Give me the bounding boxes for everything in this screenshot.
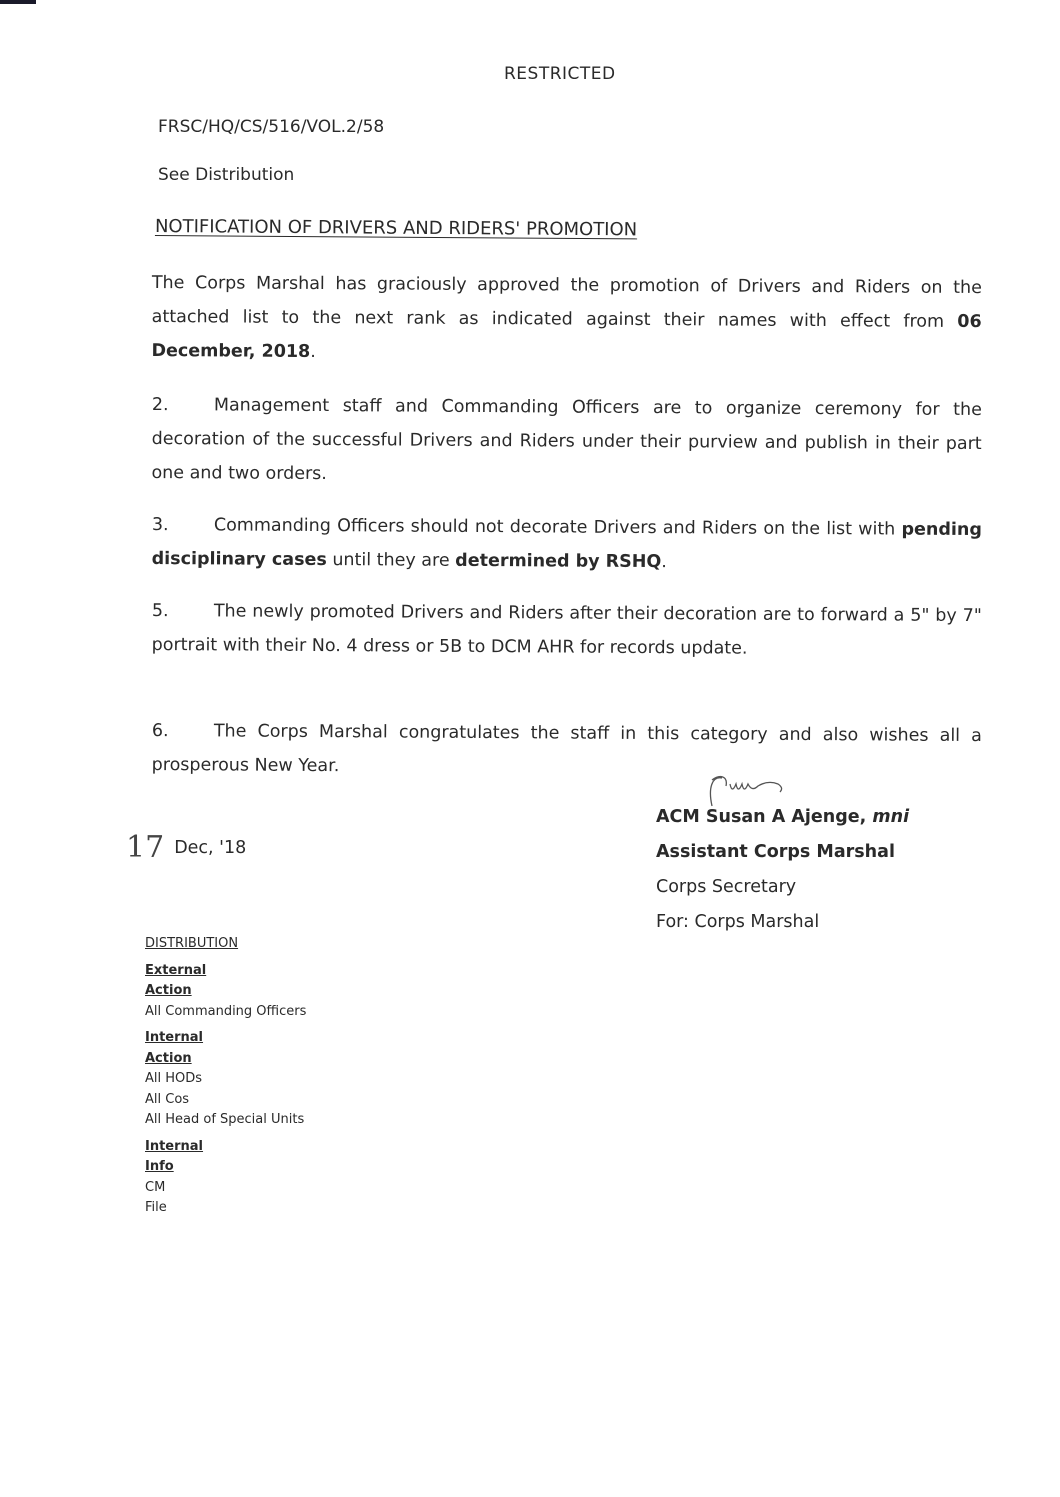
paragraph-3-text-a: Commanding Officers should not decorate Drivers and Riders on the list with bbox=[213, 515, 902, 540]
paragraph-5 bbox=[152, 594, 982, 667]
list-item: All HODs bbox=[145, 1071, 203, 1086]
distribution-group-external-action bbox=[145, 961, 306, 1023]
paragraph-6-text: The Corps Marshal congratulates the staff in this category and also wishes all a prosperous New Year. bbox=[151, 721, 982, 777]
group-label: Internal bbox=[145, 1030, 204, 1045]
scan-edge-mark bbox=[0, 0, 36, 4]
reference-number: FRSC/HQ/CS/516/VOL.2/58 bbox=[158, 117, 385, 137]
addressee: See Distribution bbox=[158, 165, 295, 185]
classification-label: RESTRICTED bbox=[504, 64, 616, 84]
signatory-name-line bbox=[656, 800, 909, 835]
distribution-group-internal-action bbox=[145, 1028, 306, 1131]
paragraph-5-number: 5. bbox=[151, 600, 169, 622]
distribution-heading: DISTRIBUTION bbox=[145, 936, 239, 951]
signatory-position: Corps Secretary bbox=[656, 877, 797, 897]
paragraph-1-end: . bbox=[310, 341, 316, 363]
list-item: CM bbox=[145, 1179, 166, 1195]
signatory-suffix: mni bbox=[872, 807, 910, 827]
paragraph-2 bbox=[151, 388, 982, 495]
paragraph-6 bbox=[152, 714, 982, 787]
group-sublabel: Info bbox=[145, 1159, 174, 1174]
paragraph-2-number: 2. bbox=[151, 394, 169, 416]
effective-date: 06 December, 2018 bbox=[151, 311, 982, 362]
signatory-name: ACM Susan A Ajenge, bbox=[656, 807, 873, 827]
signature-block bbox=[656, 800, 909, 940]
list-item: File bbox=[145, 1200, 167, 1215]
document-title: NOTIFICATION OF DRIVERS AND RIDERS' PROMOTION bbox=[154, 216, 638, 241]
distribution-list bbox=[145, 934, 306, 1225]
handwritten-day: 17 bbox=[126, 830, 165, 865]
paragraph-3-end: . bbox=[661, 552, 667, 573]
group-sublabel: Action bbox=[145, 1050, 192, 1066]
list-item: All Cos bbox=[145, 1091, 190, 1107]
paragraph-2-text: Management staff and Commanding Officers are to organize ceremony for the decoration of the successful Drivers and Riders under their purview and publish in their part one and two orders. bbox=[151, 395, 982, 485]
paragraph-5-text: The newly promoted Drivers and Riders after their decoration are to forward a 5" by 7" portrait with their No. 4 dress or 5B to DCM AHR for records update. bbox=[151, 601, 982, 659]
signatory-rank: Assistant Corps Marshal bbox=[656, 842, 895, 862]
paragraph-1 bbox=[151, 266, 982, 373]
signatory-for: For: Corps Marshal bbox=[656, 912, 820, 932]
date-line bbox=[126, 830, 246, 865]
group-label: Internal bbox=[145, 1138, 204, 1154]
list-item: All Commanding Officers bbox=[145, 1003, 307, 1019]
paragraph-3 bbox=[152, 508, 982, 581]
paragraph-1-text: The Corps Marshal has graciously approved the promotion of Drivers and Riders on the attached list to the next rank as indicated against their names with effect from bbox=[151, 272, 982, 332]
paragraph-3-bold-a: pending disciplinary cases bbox=[151, 519, 982, 571]
group-sublabel: Action bbox=[145, 983, 192, 998]
paragraph-3-bold-b: determined by RSHQ bbox=[455, 550, 662, 573]
paragraph-3-number: 3. bbox=[151, 514, 169, 536]
month-year: Dec, '18 bbox=[174, 838, 247, 858]
list-item: All Head of Special Units bbox=[145, 1112, 305, 1127]
distribution-group-internal-info bbox=[145, 1137, 306, 1219]
group-label: External bbox=[145, 962, 207, 978]
paragraph-6-number: 6. bbox=[151, 720, 169, 742]
paragraph-3-text-b: until they are bbox=[326, 550, 456, 571]
